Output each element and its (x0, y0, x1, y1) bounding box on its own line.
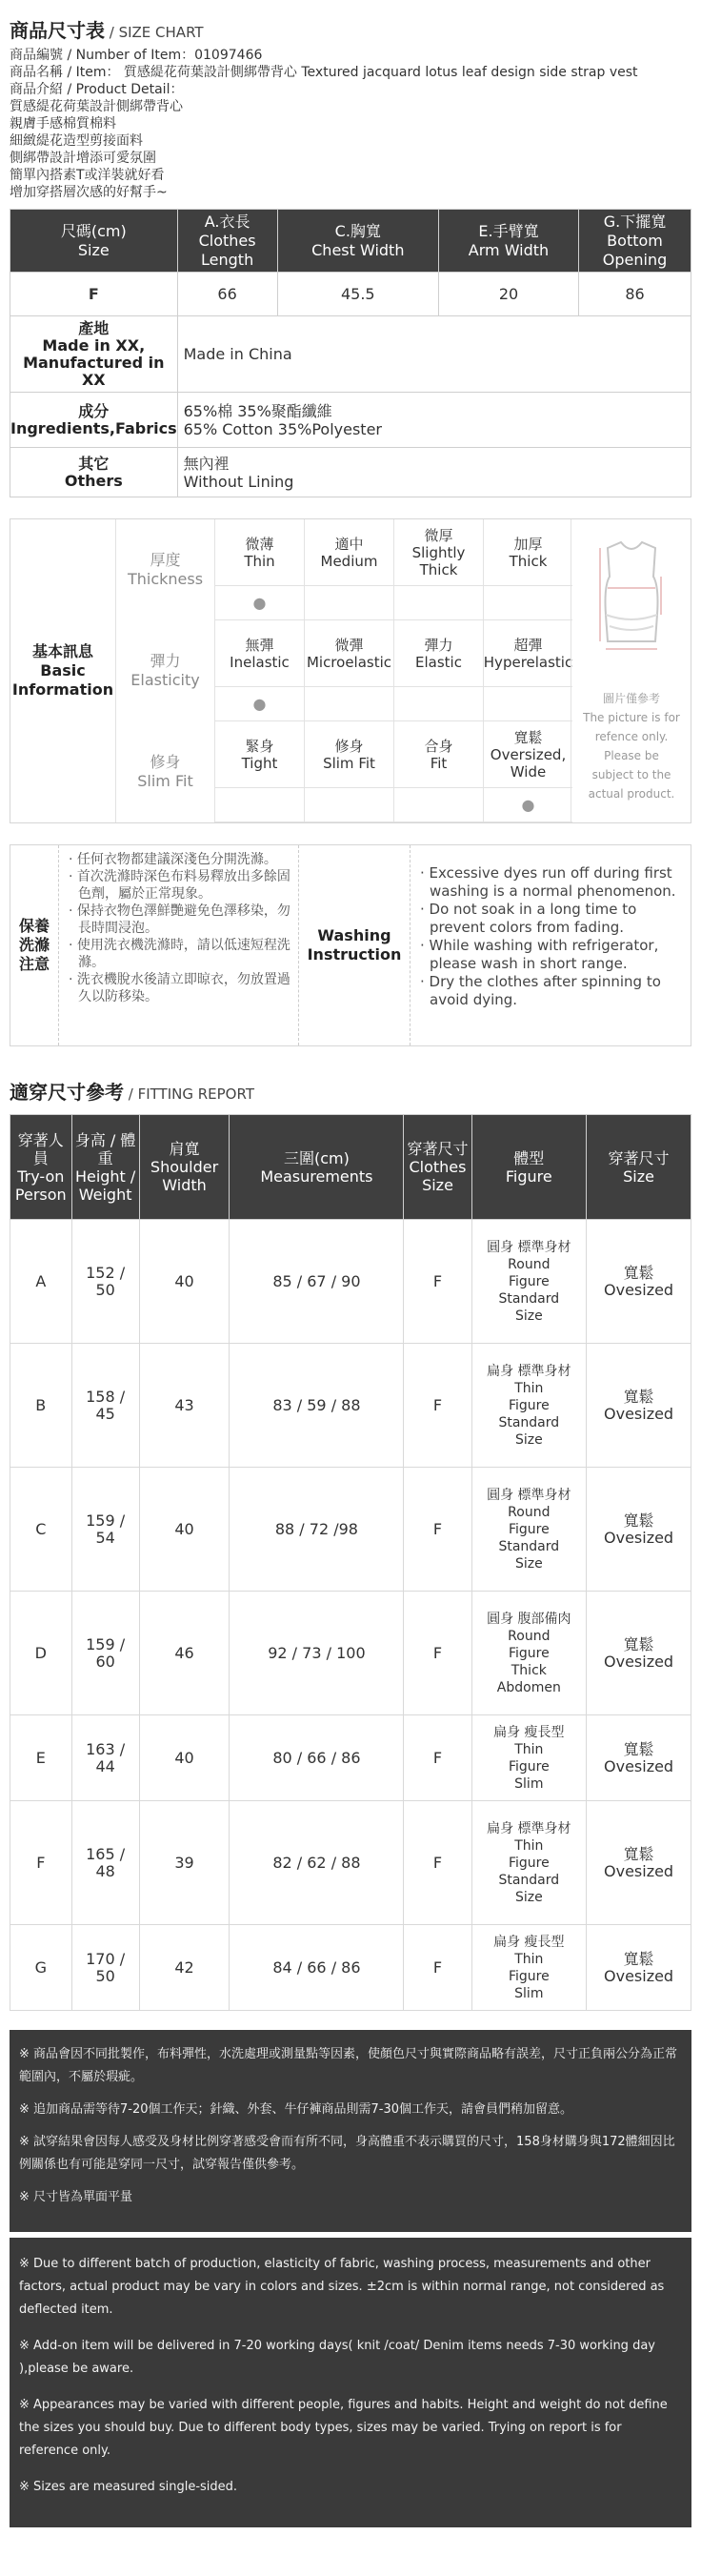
measurements: 83 / 59 / 88 (230, 1344, 404, 1468)
size-chart-title-en: / SIZE CHART (105, 24, 204, 41)
clothes-size: F (404, 1801, 471, 1925)
attribute-name: 厚度 Thickness (115, 519, 214, 620)
washing-item-cn (67, 868, 290, 903)
attribute-mark (304, 687, 393, 721)
washing-item-en (418, 937, 683, 973)
size-header-cell: A.衣長 Clothes Length (177, 210, 277, 273)
origin-row (10, 316, 691, 393)
attribute-mark (304, 788, 393, 822)
size-row (10, 273, 691, 316)
measurements: 84 / 66 / 86 (230, 1925, 404, 2011)
ingredients-value: 65%棉 35%聚酯纖維 65% Cotton 35%Polyester (177, 393, 691, 448)
height-weight: 158 / 45 (71, 1344, 139, 1468)
attribute-name: 彈力 Elasticity (115, 620, 214, 721)
size-table-header (10, 210, 691, 273)
attribute-mark: ● (483, 788, 572, 822)
attribute-options (214, 620, 572, 687)
basic-information-block (10, 518, 691, 823)
size-chart-title-cn: 商品尺寸表 (10, 19, 105, 42)
attribute-option: 寬鬆 Oversized, Wide (483, 721, 572, 788)
height-weight: 152 / 50 (71, 1220, 139, 1344)
note-en: ※ Due to different batch of production, elasticity of fabric, washing process, measurements and other factors, actual product may be vary in colors and sizes. ±2cm is within normal range, not considered as deflected item. (19, 2257, 665, 2317)
attribute-option: 微薄 Thin (214, 519, 304, 586)
height-weight: 165 / 48 (71, 1801, 139, 1925)
info-line: 細緻緹花造型剪接面料 (10, 133, 143, 149)
figure: 扁身 瘦長型 Thin Figure Slim (471, 1925, 587, 2011)
try-on-person: D (10, 1592, 72, 1715)
fitting-table-header (10, 1115, 691, 1220)
washing-label-cn: 保養 洗滌 注意 (18, 917, 50, 973)
measurements: 80 / 66 / 86 (230, 1715, 404, 1801)
size-table (10, 209, 691, 497)
fitting-title-cn: 適穿尺寸參考 (10, 1081, 124, 1104)
attribute-option: 超彈 Hyperelastic (483, 620, 572, 687)
fit-result: 寬鬆 Ovesized (587, 1801, 691, 1925)
shoulder-width: 39 (139, 1801, 230, 1925)
try-on-person: A (10, 1220, 72, 1344)
height-weight: 170 / 50 (71, 1925, 139, 2011)
washing-text-cn: 首次洗滌時深色布料易釋放出多餘固色劑，屬於正常現象。 (76, 869, 290, 902)
fitting-header-cell: 肩寬 Shoulder Width (139, 1115, 230, 1220)
note-cn: ※ 商品會因不同批製作，布料彈性，水洗處理或測量點等因素，使顏色尺寸與實際商品略有誤差，尺寸正負兩公分為正常範圍內，不屬於瑕疵。 (19, 2047, 678, 2084)
fitting-row (10, 1715, 691, 1801)
fitting-header-cell: 三圍(cm) Measurements (230, 1115, 404, 1220)
fit-result: 寬鬆 Ovesized (587, 1592, 691, 1715)
fitting-header-cell: 穿著人員 Try-on Person (10, 1115, 72, 1220)
attribute-option: 微彈 Microelastic (304, 620, 393, 687)
attribute-mark (214, 788, 304, 822)
attribute-grid (115, 519, 572, 822)
size-value: 86 (579, 273, 691, 316)
bullet: · (69, 903, 77, 919)
washing-label-en: Washing Instruction (298, 845, 411, 1045)
fitting-title-en: / FITTING REPORT (124, 1085, 254, 1103)
note-cn: ※ 試穿結果會因每人感受及身材比例穿著感受會而有所不同，身高體重不表示購買的尺寸，158身材購身與172體細因比例關係也有可能是穿同一尺寸，試穿報告僅供參考。 (19, 2135, 675, 2172)
washing-item-en (418, 973, 683, 1009)
fitting-table (10, 1114, 691, 2011)
notes-en (10, 2238, 691, 2527)
figure: 圓身 腹部備肉 Round Figure Thick Abdomen (471, 1592, 587, 1715)
size-value: 66 (177, 273, 277, 316)
attribute-mark (304, 586, 393, 620)
try-on-person: F (10, 1801, 72, 1925)
fitting-row (10, 1220, 691, 1344)
info-line: 簡單內搭素T或洋裝就好看 (10, 168, 165, 183)
fit-result: 寬鬆 Ovesized (587, 1715, 691, 1801)
picture-note: 圖片僅參考 The picture is for refence only. Please be subject to the actual product. (583, 692, 680, 801)
washing-text-cn: 保持衣物色澤鮮艷避免色澤移染，勿長時間浸泡。 (76, 903, 290, 936)
basic-information-label: 基本訊息 Basic Information (11, 642, 114, 699)
bullet: · (69, 869, 77, 884)
size-value: 20 (438, 273, 578, 316)
washing-item-cn (67, 937, 290, 971)
bullet: · (420, 901, 430, 918)
fitting-header-cell: 體型 Figure (471, 1115, 587, 1220)
fitting-row (10, 1592, 691, 1715)
measurements: 82 / 62 / 88 (230, 1801, 404, 1925)
ingredients-label: 成分 Ingredients,Fabrics (10, 393, 178, 448)
washing-item-cn (67, 971, 290, 1005)
attribute-mark: ● (214, 586, 304, 620)
fitting-row (10, 1344, 691, 1468)
fitting-header-cell: 穿著尺寸 Clothes Size (404, 1115, 471, 1220)
attribute-mark (393, 788, 483, 822)
figure: 扁身 瘦長型 Thin Figure Slim (471, 1715, 587, 1801)
shoulder-width: 40 (139, 1468, 230, 1592)
washing-text-cn: 使用洗衣機洗滌時，請以低速短程洗滌。 (76, 938, 290, 970)
origin-value: Made in China (177, 316, 691, 393)
clothes-size: F (404, 1715, 471, 1801)
size-header-cell: E.手臂寬 Arm Width (438, 210, 578, 273)
vest-icon (571, 519, 691, 672)
attribute-option: 合身 Fit (393, 721, 483, 788)
washing-text-en: While washing with refrigerator, please wash in short range. (429, 937, 659, 972)
fitting-report-title (10, 1077, 691, 1105)
height-weight: 159 / 54 (71, 1468, 139, 1592)
attribute-option: 緊身 Tight (214, 721, 304, 788)
try-on-person: C (10, 1468, 72, 1592)
shoulder-width: 42 (139, 1925, 230, 2011)
attribute-option: 微厚 Slightly Thick (393, 519, 483, 586)
washing-text-cn: 洗衣機脫水後請立即晾衣，勿放置過久以防移染。 (76, 972, 290, 1004)
height-weight: 163 / 44 (71, 1715, 139, 1801)
info-line: 商品名稱 / Item： 質感緹花荷葉設計側綁帶背心 Textured jacquard lotus leaf design side strap vest (10, 65, 638, 80)
attribute-option: 適中 Medium (304, 519, 393, 586)
washing-item-en (418, 901, 683, 937)
washing-block (10, 844, 691, 1046)
attribute-cells (214, 721, 572, 822)
info-line: 側綁帶設計增添可愛氛圍 (10, 151, 156, 166)
size-header-cell: 尺碼(cm) Size (10, 210, 178, 273)
attribute-options (214, 519, 572, 586)
washing-text-en: Dry the clothes after spinning to avoid dying. (429, 973, 661, 1008)
attribute-marks (214, 586, 572, 620)
attribute-marks (214, 788, 572, 822)
height-weight: 159 / 60 (71, 1592, 139, 1715)
fit-result: 寬鬆 Ovesized (587, 1925, 691, 2011)
bullet: · (69, 972, 77, 987)
washing-item-cn (67, 903, 290, 937)
attribute-row (115, 519, 572, 620)
fitting-row (10, 1468, 691, 1592)
attribute-option: 彈力 Elastic (393, 620, 483, 687)
bullet: · (69, 852, 77, 867)
product-picture (571, 519, 691, 822)
measurements: 85 / 67 / 90 (230, 1220, 404, 1344)
washing-list-cn (58, 845, 298, 1045)
attribute-mark (483, 687, 572, 721)
bullet: · (69, 938, 77, 953)
info-line: 商品介紹 / Product Detail： (10, 82, 184, 97)
shoulder-width: 46 (139, 1592, 230, 1715)
try-on-person: G (10, 1925, 72, 2011)
size-value: 45.5 (277, 273, 438, 316)
attribute-mark (393, 586, 483, 620)
figure: 扁身 標準身材 Thin Figure Standard Size (471, 1801, 587, 1925)
try-on-person: E (10, 1715, 72, 1801)
note-cn: ※ 尺寸皆為單面平量 (19, 2190, 133, 2204)
attribute-row (115, 721, 572, 822)
others-value: 無內裡 Without Lining (177, 448, 691, 497)
shoulder-width: 40 (139, 1220, 230, 1344)
others-row (10, 448, 691, 497)
attribute-mark: ● (214, 687, 304, 721)
try-on-person: B (10, 1344, 72, 1468)
clothes-size: F (404, 1468, 471, 1592)
note-en: ※ Appearances may be varied with different people, figures and habits. Height and weight do not define the sizes you should buy. Due to different body types, sizes may be varied. Trying on report is for reference only. (19, 2398, 668, 2458)
attribute-mark (483, 586, 572, 620)
size-header-cell: C.胸寬 Chest Width (277, 210, 438, 273)
bullet: · (420, 937, 430, 954)
fitting-header-cell: 身高 / 體重 Height / Weight (71, 1115, 139, 1220)
size-header-cell: G.下擺寬 Bottom Opening (579, 210, 691, 273)
bullet: · (420, 973, 430, 990)
notes-cn (10, 2030, 691, 2232)
info-line: 質感緹花荷葉設計側綁帶背心 (10, 99, 183, 114)
size-chart-title (10, 0, 691, 43)
attribute-option: 修身 Slim Fit (304, 721, 393, 788)
info-line: 親膚手感棉質棉料 (10, 116, 116, 132)
origin-label: 產地 Made in XX, Manufactured in XX (10, 316, 178, 393)
fit-result: 寬鬆 Ovesized (587, 1468, 691, 1592)
clothes-size: F (404, 1925, 471, 2011)
note-cn: ※ 追加商品需等待7-20個工作天；針織、外套、牛仔褲商品則需7-30個工作天，請會員們稍加留意。 (19, 2102, 573, 2117)
figure: 圓身 標準身材 Round Figure Standard Size (471, 1220, 587, 1344)
shoulder-width: 43 (139, 1344, 230, 1468)
attribute-row (115, 620, 572, 721)
attribute-option: 無彈 Inelastic (214, 620, 304, 687)
figure: 圓身 標準身材 Round Figure Standard Size (471, 1468, 587, 1592)
bullet: · (420, 864, 430, 882)
attribute-marks (214, 687, 572, 721)
attribute-options (214, 721, 572, 788)
washing-text-cn: 任何衣物都建議深淺色分開洗滌。 (76, 852, 277, 867)
info-line: 增加穿搭層次感的好幫手~ (10, 185, 168, 200)
attribute-mark (393, 687, 483, 721)
shoulder-width: 40 (139, 1715, 230, 1801)
measurements: 88 / 72 /98 (230, 1468, 404, 1592)
others-label: 其它 Others (10, 448, 178, 497)
attribute-option: 加厚 Thick (483, 519, 572, 586)
note-en: ※ Add-on item will be delivered in 7-20 working days( knit /coat/ Denim items needs 7-30 working day ),please be aware. (19, 2339, 655, 2376)
size-label: F (10, 273, 178, 316)
fit-result: 寬鬆 Ovesized (587, 1344, 691, 1468)
info-line: 商品編號 / Number of Item：01097466 (10, 48, 263, 63)
clothes-size: F (404, 1592, 471, 1715)
attribute-cells (214, 620, 572, 721)
fitting-row (10, 1801, 691, 1925)
fitting-row (10, 1925, 691, 2011)
washing-list-en (411, 845, 691, 1045)
measurements: 92 / 73 / 100 (230, 1592, 404, 1715)
figure: 扁身 標準身材 Thin Figure Standard Size (471, 1344, 587, 1468)
clothes-size: F (404, 1220, 471, 1344)
washing-item-cn (67, 851, 290, 868)
attribute-name: 修身 Slim Fit (115, 721, 214, 822)
product-info (10, 47, 691, 201)
clothes-size: F (404, 1344, 471, 1468)
fitting-header-cell: 穿著尺寸 Size (587, 1115, 691, 1220)
ingredients-row (10, 393, 691, 448)
fit-result: 寬鬆 Ovesized (587, 1220, 691, 1344)
note-en: ※ Sizes are measured single-sided. (19, 2480, 238, 2494)
washing-text-en: Do not soak in a long time to prevent colors from fading. (429, 901, 637, 936)
washing-item-en (418, 864, 683, 901)
washing-text-en: Excessive dyes run off during first washing is a normal phenomenon. (429, 864, 676, 900)
attribute-cells (214, 519, 572, 620)
